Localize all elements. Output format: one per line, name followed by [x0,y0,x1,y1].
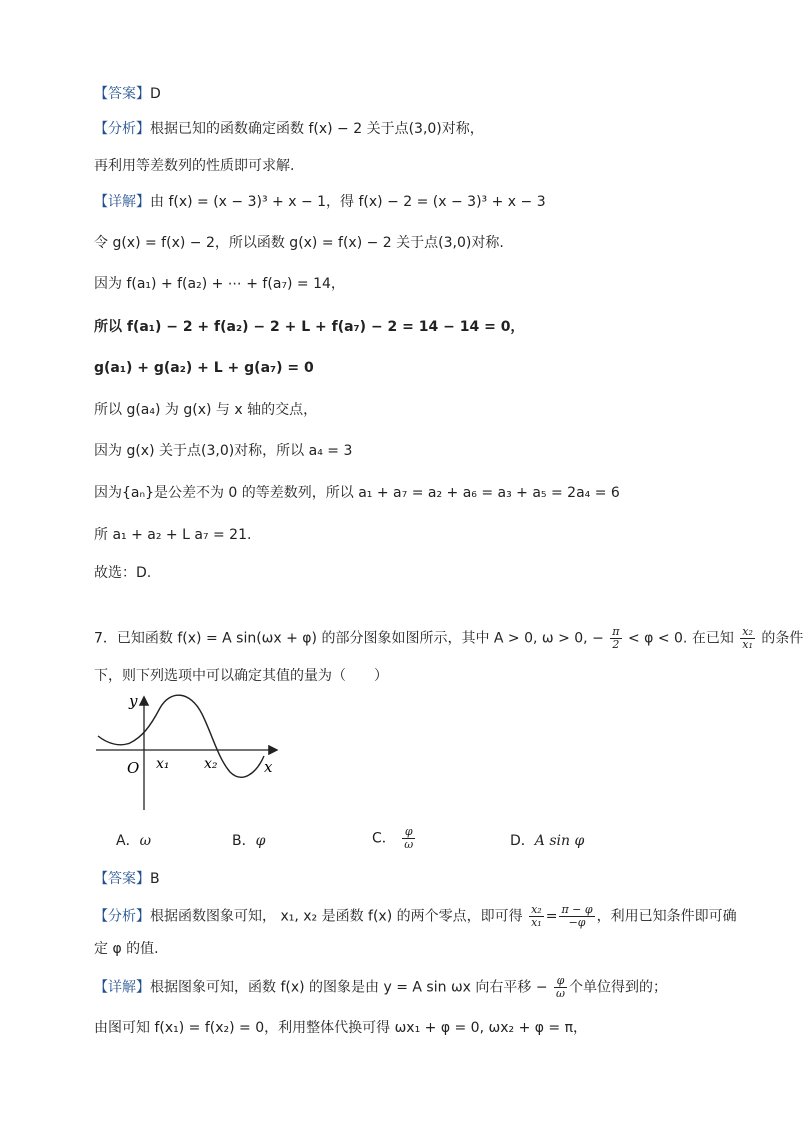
question-7-text-c: 的条件 [761,630,803,647]
option-d-label: D． [510,833,535,849]
detail-line-7: 因为 g(x) 关于点(3,0)对称，所以 a₄ = 3 [94,443,353,459]
question-7-line-2: 下，则下列选项中可以确定其值的量为（ ） [94,668,388,684]
analysis-2-frac-left-den: x₁ [531,916,542,929]
option-d-value: A sin φ [534,833,585,849]
analysis-text: 根据已知的函数确定函数 f(x) − 2 关于点(3,0)对称， [150,121,484,137]
x2-over-x1-fraction [740,626,755,651]
analysis-2-frac-right [559,904,594,929]
detail-line-8: 因为{aₙ}是公差不为 0 的等差数列，所以 a₁ + a₇ = a₂ + a₆ = a₃ + a₅ = 2a₄ = 6 [94,485,620,501]
question-7-text-a: 7．已知函数 f(x) = A sin(ωx + φ) 的部分图象如图所示，其中 A > 0, ω > 0, − [94,630,604,647]
analysis-2-text-a: 根据函数图象可知， x₁, x₂ 是函数 f(x) 的两个零点，即可得 [150,908,523,925]
detail-line-6: 所以 g(a₄) 为 g(x) 与 x 轴的交点， [94,402,318,418]
option-b [232,830,265,850]
origin-label: O [127,759,140,777]
option-c-den: ω [404,838,414,851]
option-c-num: φ [402,826,415,839]
analysis-2-text-b: ，利用已知条件即可确 [596,908,737,925]
detail-2-frac-den: ω [556,987,566,1000]
option-b-label: B． [232,833,256,849]
answer-value-2: B [150,871,160,887]
option-d [510,830,584,850]
detail-line-3: 因为 f(a₁) + f(a₂) + ⋯ + f(a₇) = 14， [94,276,345,292]
analysis-2-equals: = [545,908,558,925]
answer-tag: 【答案】 [94,86,150,102]
option-c-fraction [402,826,415,851]
detail-line-10: 故选：D. [94,565,152,581]
answer-line-2 [94,868,734,890]
analysis-tag-2: 【分析】 [94,908,150,925]
option-a-label: A． [116,833,140,849]
y-axis-label: y [129,692,138,710]
detail-2-fraction [554,975,567,1000]
answer-line-1 [94,83,734,105]
analysis-2-frac-right-num: π − φ [561,903,593,916]
detail-line-5: g(a₁) + g(a₂) + L + g(a₇) = 0 [94,360,314,376]
x1-label: x₁ [156,756,170,772]
detail-2-line-1 [94,975,734,1000]
detail-2-line-2: 由图可知 f(x₁) = f(x₂) = 0，利用整体代换可得 ωx₁ + φ = 0, ωx₂ + φ = π， [94,1020,588,1036]
x-axis-label: x [264,758,273,776]
analysis-2-line-2: 定 φ 的值. [94,941,159,957]
pi-over-2-den: 2 [612,638,620,651]
x2-num: x₂ [742,625,753,638]
pi-over-2-num: π [612,625,620,638]
x2-label: x₂ [204,756,218,772]
detail-2-text-a: 根据图象可知，函数 f(x) 的图象是由 y = A sin ωx 向右平移 − [150,979,548,996]
pi-over-2-fraction [610,626,621,651]
detail-tag-2: 【详解】 [94,979,150,996]
x1-den: x₁ [742,638,753,651]
option-a-value: ω [139,833,151,849]
option-c [372,826,417,851]
analysis-tag: 【分析】 [94,121,150,137]
option-a [116,830,151,850]
detail-2-text-b: 个单位得到的； [569,979,668,996]
sine-curve [98,695,264,777]
analysis-2-frac-right-den: −φ [568,916,586,929]
analysis-line-1 [94,118,734,140]
detail-line-2: 令 g(x) = f(x) − 2，所以函数 g(x) = f(x) − 2 关于点(3,0)对称. [94,235,504,251]
option-b-value: φ [255,833,266,849]
analysis-2-frac-left [529,904,544,929]
question-7-text-b: < φ < 0. 在已知 [627,630,734,647]
analysis-2-frac-left-num: x₂ [531,903,542,916]
analysis-line-2: 再利用等差数列的性质即可求解. [94,158,295,174]
question-7-line-1 [94,625,803,651]
option-c-label: C． [372,830,396,847]
sine-graph [94,692,294,812]
answer-value: D [150,86,161,102]
detail-text: 由 f(x) = (x − 3)³ + x − 1，得 f(x) − 2 = (x − 3)³ + x − 3 [150,194,546,210]
detail-line-4: 所以 f(a₁) − 2 + f(a₂) − 2 + L + f(a₇) − 2 = 14 − 14 = 0， [94,319,525,335]
analysis-2-line-1 [94,903,737,929]
detail-line-9: 所 a₁ + a₂ + L a₇ = 21. [94,527,252,543]
detail-line-1 [94,191,734,213]
answer-tag-2: 【答案】 [94,871,150,887]
detail-tag: 【详解】 [94,194,150,210]
detail-2-frac-num: φ [554,975,567,988]
